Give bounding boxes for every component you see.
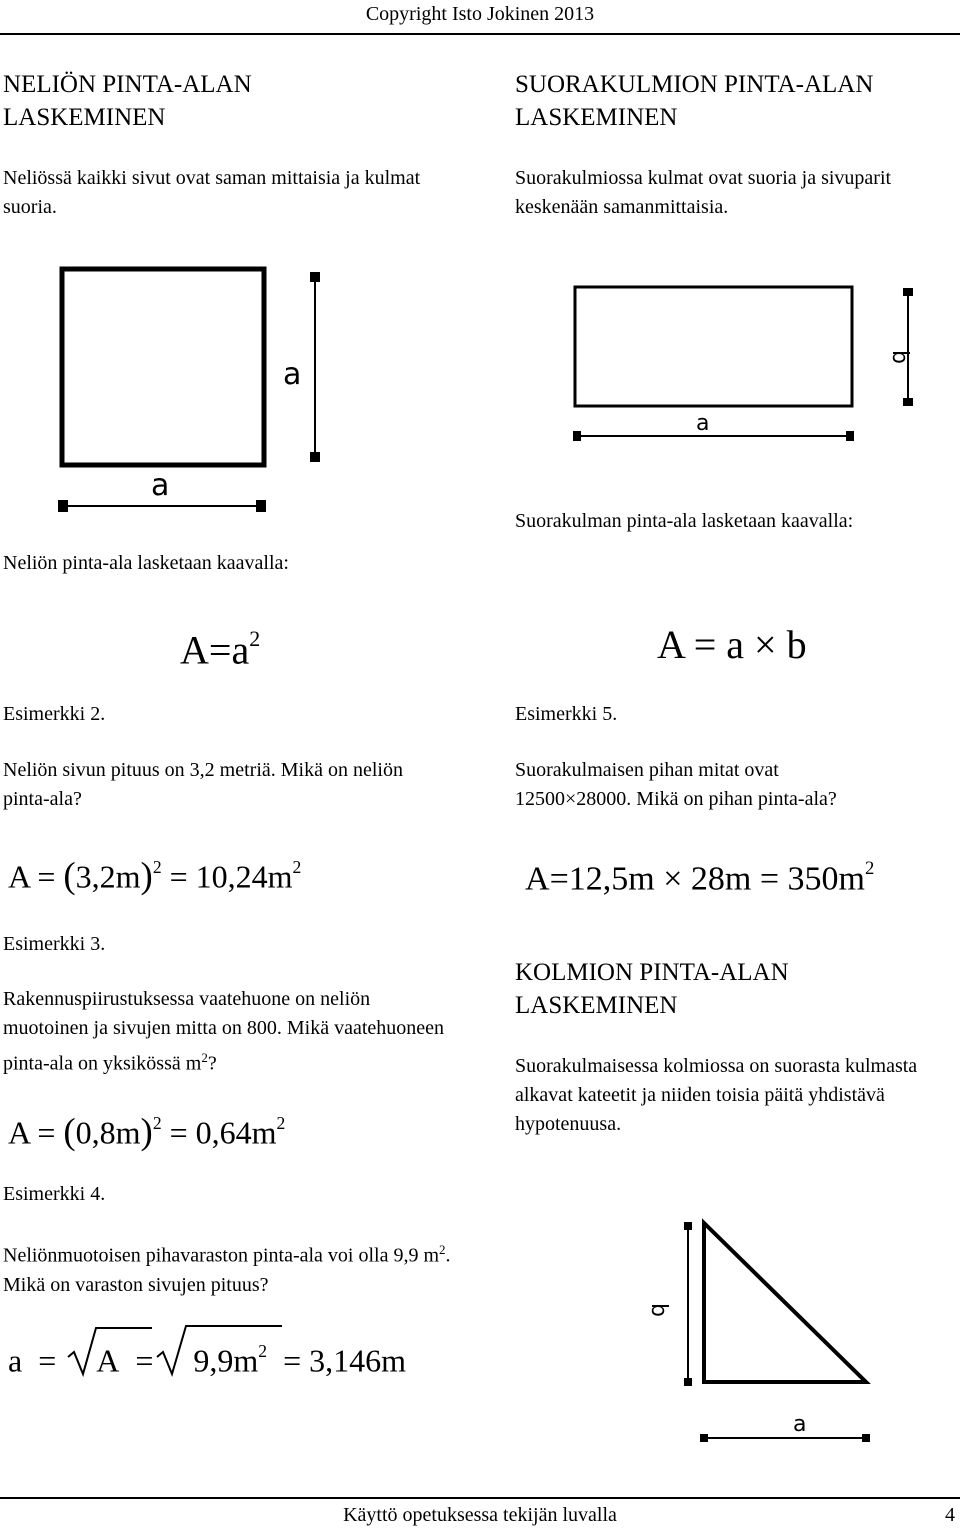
square-area-heading: NELIÖN PINTA-ALAN LASKEMINEN [3,71,252,131]
example5-text: Suorakulmaisen pihan mitat ovat 12500×28000. Mikä on pihan pinta-ala? [515,759,837,810]
example3-title: Esimerkki 3. [3,933,106,955]
example2-equation: $A = (3,2m)^2 = 10,24m^2$ [8,854,302,896]
rectangle-bottom-label: a [696,411,710,436]
page-number: 4 [945,1504,955,1526]
rectangle-formula: A = a × b [657,622,807,667]
rectangle-side-label: b [887,350,912,364]
example3-equation: $A = (0,8m)^2 = 0,64m^2$ [8,1110,286,1152]
footer-text: Käyttö opetuksessa tekijän luvalla [343,1504,617,1526]
rectangle-formula-intro: Suorakulman pinta-ala lasketaan kaavalla: [515,510,854,532]
example4-text: Neliönmuotoisen pihavaraston pinta-ala voi olla 9,9 $m^2$. Mikä on varaston sivujen pituus? [3,1242,451,1296]
square-formula: $A=a^2$ [180,625,261,673]
example5-title: Esimerkki 5. [515,703,618,725]
triangle-bottom-label: a [793,1412,807,1437]
rectangle-area-heading: SUORAKULMION PINTA-ALAN LASKEMINEN [515,71,874,131]
example5-equation: $A=12,5m \times 28m = 350m^2$ [525,858,875,898]
example4-title: Esimerkki 4. [3,1183,106,1205]
square-side-label: a [283,357,302,392]
example2-text: Neliön sivun pituus on 3,2 metriä. Mikä on neliön pinta-ala? [3,759,403,810]
footer-divider [0,1497,960,1499]
triangle-side-label: b [646,1303,671,1317]
example3-text: Rakennuspiirustuksessa vaatehuone on neliön muotoinen ja sivujen mitta on 800. Mikä vaatehuoneen pinta-ala on yksikössä $m^2$? [3,988,445,1075]
rectangle-intro-text: Suorakulmiossa kulmat ovat suoria ja sivuparit keskenään samanmittaisia. [515,167,892,218]
triangle-area-heading: KOLMION PINTA-ALAN LASKEMINEN [515,959,789,1019]
triangle-intro-text: Suorakulmaisessa kolmiossa on suorasta kulmasta alkavat kateetit ja niiden toisia päitä yhdistävä hypotenuusa. [515,1055,918,1135]
example4-equation: a = A = $9,9m^2 = 3,146m$ [8,1341,407,1379]
copyright-header: Copyright Isto Jokinen 2013 [365,3,595,25]
square-intro-text: Neliössä kaikki sivut ovat saman mittaisia ja kulmat suoria. [3,167,421,218]
example2-title: Esimerkki 2. [3,703,106,725]
square-bottom-label: a [151,468,170,503]
square-formula-intro: Neliön pinta-ala lasketaan kaavalla: [3,552,289,574]
